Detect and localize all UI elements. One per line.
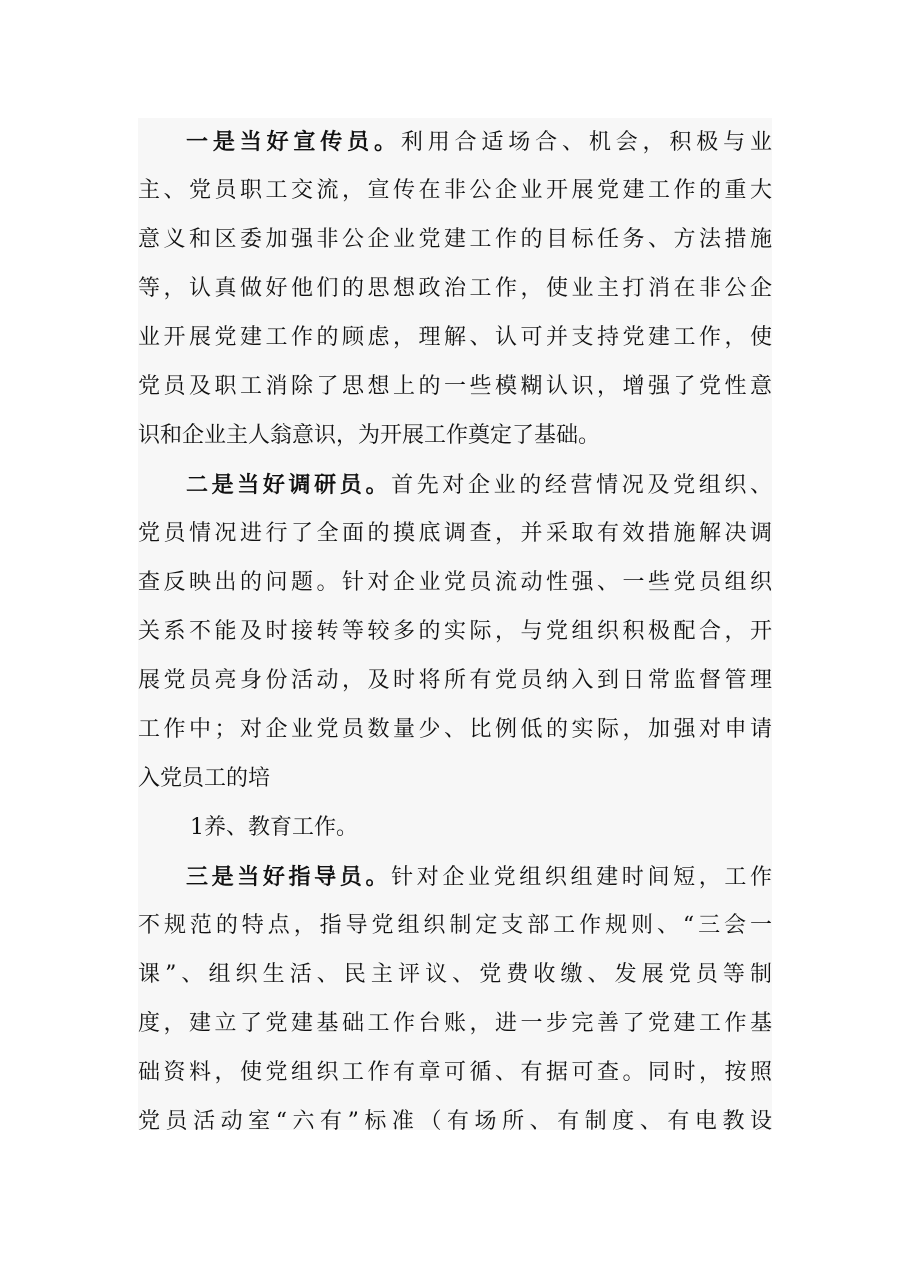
paragraph-2-line-2: 党员情况进行了全面的摸底调查，并采取有效措施解决调 [138, 521, 772, 546]
paragraph-3-text: 针对企业党组织组建时间短，工作 [391, 865, 772, 890]
page-break-line: 1养、教育工作。 [190, 815, 358, 840]
paragraph-1-line-4: 等，认真做好他们的思想政治工作，使业主打消在非公企 [138, 276, 772, 301]
paragraph-1-text: 利用合适场合、机会，积极与业 [400, 130, 772, 155]
paragraph-2-lead: 二是当好调研员。 [186, 472, 392, 498]
paragraph-3-line-6: 党员活动室“六有”标准（有场所、有制度、有电教设 [138, 1109, 772, 1134]
paragraph-1-line-5: 业开展党建工作的顾虑，理解、认可并支持党建工作，使 [138, 325, 772, 350]
paragraph-3-lead: 三是当好指导员。 [186, 864, 392, 890]
paragraph-3-line-5: 础资料，使党组织工作有章可循、有据可查。同时，按照 [138, 1060, 772, 1085]
paragraph-3-line-2: 不规范的特点，指导党组织制定支部工作规则、“三会一 [138, 913, 772, 938]
paragraph-2-line-3: 查反映出的问题。针对企业党员流动性强、一些党员组织 [138, 570, 772, 595]
paragraph-1-line-7: 识和企业主人翁意识，为开展工作奠定了基础。 [138, 423, 601, 448]
paragraph-2-line-1 [138, 465, 772, 505]
paragraph-3-line-4: 度，建立了党建基础工作台账，进一步完善了党建工作基 [138, 1011, 772, 1036]
paragraph-2-line-5: 展党员亮身份活动，及时将所有党员纳入到日常监督管理 [138, 668, 772, 693]
paragraph-1-line-1 [138, 122, 772, 162]
document-body [138, 118, 772, 1134]
paragraph-1-line-6: 党员及职工消除了思想上的一些模糊认识，增强了党性意 [138, 374, 772, 399]
paragraph-2-line-6: 工作中；对企业党员数量少、比例低的实际，加强对申请 [138, 717, 772, 742]
paragraph-1-line-3: 意义和区委加强非公企业党建工作的目标任务、方法措施 [138, 227, 772, 252]
paragraph-2-line-7: 入党员工的培 [138, 766, 271, 791]
paragraph-2-text: 首先对企业的经营情况及党组织、 [391, 473, 772, 498]
paragraph-1-lead: 一是当好宣传员。 [186, 129, 401, 155]
paragraph-2-line-4: 关系不能及时接转等较多的实际，与党组织积极配合，开 [138, 619, 772, 644]
paragraph-1-line-2: 主、党员职工交流，宣传在非公企业开展党建工作的重大 [138, 178, 772, 203]
paragraph-3-line-1 [138, 857, 772, 897]
paragraph-3-line-3: 课”、组织生活、民主评议、党费收缴、发展党员等制 [138, 962, 772, 987]
